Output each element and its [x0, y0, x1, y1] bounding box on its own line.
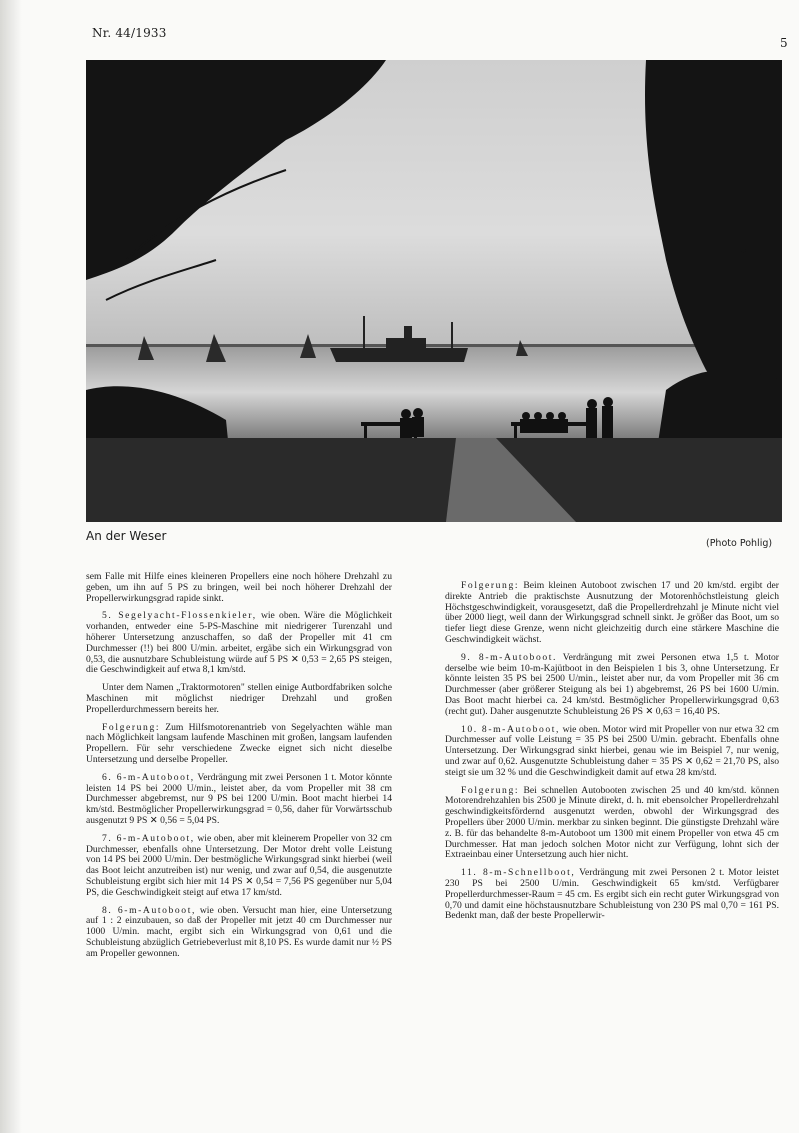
- text-column-right: [445, 581, 779, 929]
- paragraph: sem Falle mit Hilfe eines kleineren Propellers eine noch höhere Drehzahl zu geben, um ihn auf 5 PS zu bringen, weil bei noch höherer Drehzahl der Propellerwirkungsgrad rapide sinkt.: [86, 571, 392, 604]
- paragraph: Folgerung: Bei schnellen Autobooten zwischen 25 und 40 km/std. können Motorendrehzahlen bis 2500 je Minute direkt, d. h. mit ebensolcher Propellerdrehzahl geschwindigkeitsfördernd ausgenutzt werden, obwohl der Wirkungsgrad des Propellers über 2000 U/min. merkbar zu sinken beginnt. Die günstigste Drehzahl wäre z. B. für das behandelte 8-m-Autoboot um 1300 mit einem Propeller von etwa 45 cm Durchmesser. Hat man jedoch solchen Motor nicht zur Verfügung, lohnt sich der Extraeinbau einer Untersetzung auch hier nicht.: [445, 784, 779, 861]
- photograph-weser-shore: [86, 60, 782, 522]
- page-binding-edge: [0, 0, 22, 1133]
- paragraph: 9. 8-m-Autoboot. Verdrängung mit zwei Personen etwa 1,5 t. Motor derselbe wie beim 10-m-Kajütboot in den Beispielen 1 bis 3, ohne Untersetzung. Er könnte leisten 35 PS bei 2500 U/min., leistet aber nur, da vom Propeller mit 36 cm Durchmesser (aber größerer Steigung als bei 1) abgebremst, 26 PS bei 1600 U/min. Das Boot macht hierbei ca. 24 km/std. Bestmöglicher Propellerwirkungsgrad 0,63 (recht gut). Daher ausgenutzte Schubleistung 26 PS ✕ 0,63 = 16,40 PS.: [445, 651, 779, 717]
- paragraph: Unter dem Namen „Traktormotoren" stellen einige Autbordfabriken solche Maschinen mit möglichst niedriger Drehzahl und großen Propellerdurchmessern bereits her.: [86, 682, 392, 715]
- paragraph: Folgerung: Beim kleinen Autoboot zwischen 17 und 20 km/std. ergibt der direkte Antrieb die praktischste Ausnutzung der Motorenhöchstleistung gleich Höchstgeschwindigkeit, vorausgesetzt, daß die Propellerdrehzahl je Minute nicht viel über 2000 liegt, weil dann der Wirkungsgrad schnell sinkt. Je größer das Boot, um so tiefer liegt diese Grenze, wenn nicht gleichzeitig durch eine stärkere Maschine die Geschwindigkeit wächst.: [445, 580, 779, 645]
- issue-number: Nr. 44/1933: [92, 26, 167, 40]
- paragraph: 5. Segelyacht-Flossenkieler, wie oben. Wäre die Möglichkeit vorhanden, entweder eine 5-PS-Maschine mit niedrigerer Turenzahl und höherer Untersetzung anzuschaffen, so daß der Propeller mit 41 cm Durchmesser (!!) bei 800 U/min. arbeitet, ergäbe sich ein Wirkungsgrad von 0,53, die ausnutzbare Schubleistung würde auf 5 PS ✕ 0,53 = 2,65 PS steigen, die Geschwindigkeit auf etwa 8,1 km/std.: [86, 610, 392, 676]
- paragraph: 11. 8-m-Schnellboot, Verdrängung mit zwei Personen 2 t. Motor leistet 230 PS bei 2500 U/min. Geschwindigkeit 65 km/std. Verfügbarer Propellerdurchmesser-Raum = 45 cm. Es ergibt sich ein recht guter Wirkungsgrad von 0,70 und damit eine höchstausnutzbare Schubleistung von 230 PS mal 0,70 = 161 PS. Bedenkt man, daß der beste Propellerwir-: [445, 867, 779, 922]
- paragraph: 6. 6-m-Autoboot, Verdrängung mit zwei Personen 1 t. Motor könnte leisten 14 PS bei 2000 U/min., leistet aber, da vom Propeller mit 38 cm Durchmesser abgebremst, nur 9 PS bei 1200 U/min. Boot macht hierbei 14 km/std. Bestmöglicher Propellerwirkungsgrad = 0,56, daher für Vorwärtsschub ausgenutzt 9 PS ✕ 0,56 = 5,04 PS.: [86, 771, 392, 826]
- photo-caption: An der Weser: [86, 529, 167, 543]
- paragraph: 7. 6-m-Autoboot, wie oben, aber mit kleinerem Propeller von 32 cm Durchmesser, ebenfalls ohne Untersetzung. Der Motor dreht volle Leistung von 14 PS bei 2000 U/min. Der bestmögliche Wirkungsgrad sinkt hierbei (weil das Boot leicht anzutreiben ist) nur wenig, und zwar auf 0,54, die ausgenutzte Schubleistung ergibt sich hier mit 14 PS ✕ 0,54 = 7,56 PS gegenüber nur 5,04 PS, die Geschwindigkeit steigt auf etwa 17 km/std.: [86, 832, 392, 898]
- paragraph: Folgerung: Zum Hilfsmotorenantrieb von Segelyachten wähle man nach Möglichkeit langsam laufende Maschinen mit großen, langsam laufenden Propellern. Für sehr verschiedene Zwecke eignet sich nicht dieselbe Untersetzung und derselbe Propeller.: [86, 721, 392, 765]
- text-column-left: [86, 572, 392, 967]
- page-number: 5: [780, 36, 788, 50]
- paragraph: 8. 6-m-Autoboot, wie oben. Versucht man hier, eine Untersetzung auf 1 : 2 einzubauen, so daß der Propeller mit jetzt 40 cm Durchmesser nur 1000 U/min. macht, ergibt sich ein Wirkungsgrad von 0,61 und die Schubleistung abzüglich Getriebeverlust mit 8,10 PS. Es wurde damit nur ½ PS am Propeller gewonnen.: [86, 904, 392, 959]
- photo-credit: (Photo Pohlig): [706, 538, 773, 549]
- paragraph: 10. 8-m-Autoboot, wie oben. Motor wird mit Propeller von nur etwa 32 cm Durchmesser auf volle Leistung = 35 PS bei 2500 U/min. gebracht. Ebenfalls ohne Untersetzung. Der Wirkungsgrad sinkt hierbei, genau wie im Beispiel 7, nur wenig, und zwar auf 0,62. Ausgenutzte Schubleistung daher = 35 PS ✕ 0,62 = 21,70 PS, also steigt sie um 32 % und die Geschwindigkeit damit auf etwa 28 km/std.: [445, 723, 779, 778]
